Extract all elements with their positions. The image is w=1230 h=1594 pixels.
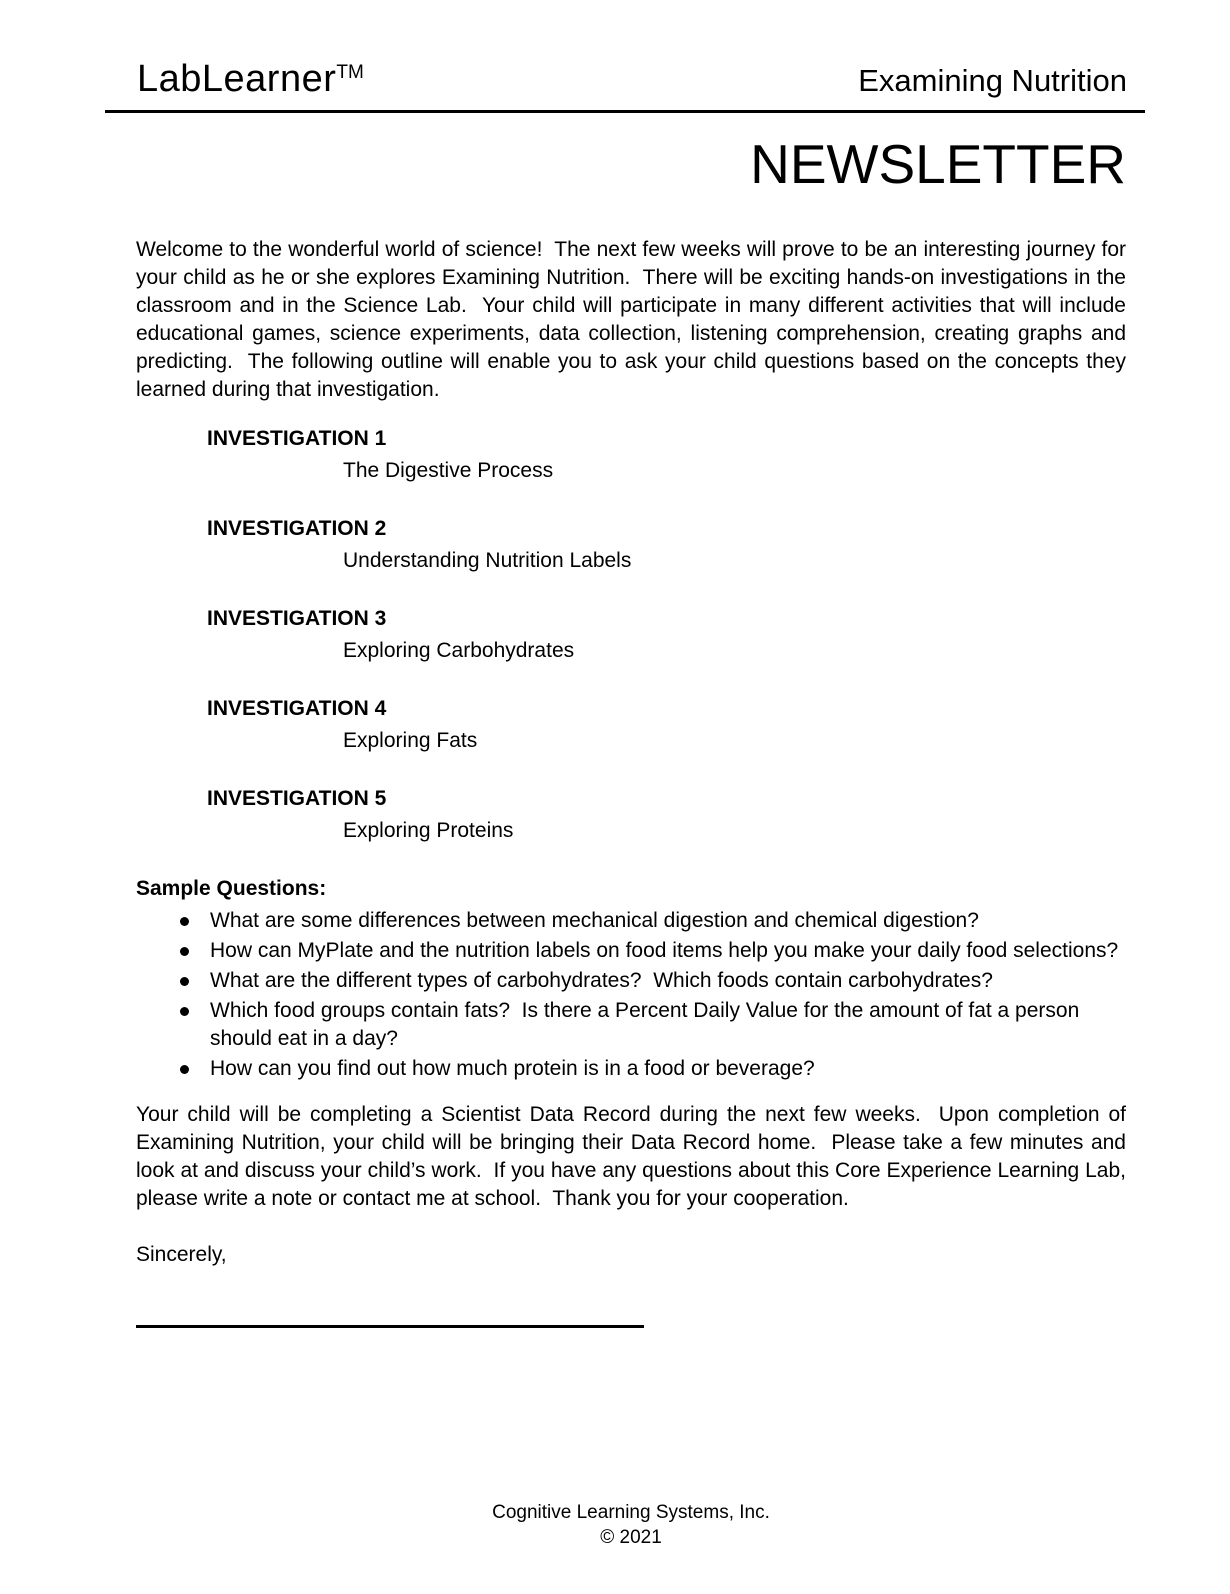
footer-copyright: © 2021 [600,1527,662,1548]
brand-name [137,52,364,100]
page-header [137,52,1127,100]
signoff-text: Sincerely, [136,1243,227,1266]
investigation-label: INVESTIGATION 2 [207,517,387,540]
investigation-label: INVESTIGATION 3 [207,607,387,630]
signature-line [136,1325,644,1328]
document-body [136,236,1132,1328]
investigation-item [136,515,1126,575]
question-item: Which food groups contain fats? Is there a Percent Daily Value for the amount of fat a person should eat in a day? [136,997,1126,1053]
newsletter-title: NEWSLETTER [750,133,1126,195]
investigation-title: Exploring Fats [343,729,478,752]
investigation-title: Understanding Nutrition Labels [343,549,632,572]
program-title: Examining Nutrition [858,63,1127,98]
trademark-superscript: TM [336,62,364,83]
investigation-label: INVESTIGATION 4 [207,697,387,720]
investigation-label: INVESTIGATION 1 [207,427,387,450]
intro-paragraph: Welcome to the wonderful world of science! The next few weeks will prove to be an interesting journey for your child as he or she explores Examining Nutrition. There will be exciting hands-on investigations in the classroom and in the Science Lab. Your child will participate in many different activities that will include educational games, science experiments, data collection, listening comprehension, creating graphs and predicting. The following outline will enable you to ask your child questions based on the concepts they learned during that investigation. [136,238,1132,401]
investigation-item [136,785,1126,845]
question-item: What are the different types of carbohydrates? Which foods contain carbohydrates? [136,967,1126,995]
investigations-list [136,425,1126,845]
sample-questions-heading: Sample Questions: [136,877,327,900]
question-item: How can you find out how much protein is in a food or beverage? [136,1055,1126,1083]
investigation-title: Exploring Carbohydrates [343,639,575,662]
page-footer [136,1500,1126,1550]
closing-paragraph: Your child will be completing a Scientist Data Record during the next few weeks. Upon completion of Examining Nutrition, your child will be bringing their Data Record home. Please take a few minutes and look at and discuss your child’s work. If you have any questions about this Core Experience Learning Lab, please write a note or contact me at school. Thank you for your cooperation. [136,1103,1132,1210]
investigation-label: INVESTIGATION 5 [207,787,387,810]
question-item: How can MyPlate and the nutrition labels on food items help you make your daily food selections? [136,937,1126,965]
investigation-item [136,695,1126,755]
investigation-title: The Digestive Process [343,459,554,482]
footer-company: Cognitive Learning Systems, Inc. [492,1502,770,1523]
investigation-item [136,425,1126,485]
header-divider [105,110,1145,113]
investigation-item [136,605,1126,665]
sample-questions-list [136,907,1126,1083]
investigation-title: Exploring Proteins [343,819,514,842]
question-item: What are some differences between mechanical digestion and chemical digestion? [136,907,1126,935]
brand-text: LabLearner [137,58,337,100]
